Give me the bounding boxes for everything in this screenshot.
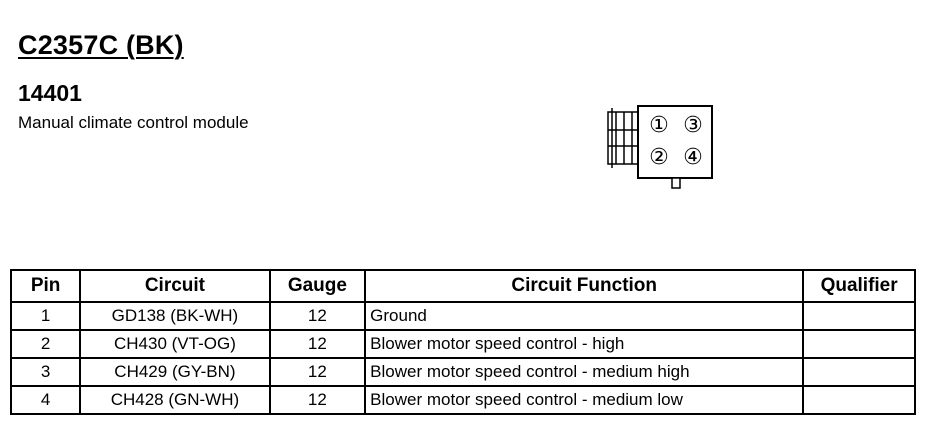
header-qualifier: Qualifier [803, 270, 915, 302]
function-cell: Blower motor speed control - medium low [365, 386, 803, 414]
header-circuit-function: Circuit Function [365, 270, 803, 302]
pin-cell: 1 [11, 302, 80, 330]
function-cell: Blower motor speed control - medium high [365, 358, 803, 386]
function-cell: Blower motor speed control - high [365, 330, 803, 358]
table-header-row [11, 270, 915, 302]
function-cell: Ground [365, 302, 803, 330]
pin-label-3: ③ [683, 113, 703, 138]
connector-latch [608, 108, 638, 168]
table-row [11, 386, 915, 414]
table-row [11, 302, 915, 330]
connector-title: C2357C (BK) [18, 30, 184, 60]
gauge-cell: 12 [270, 386, 366, 414]
table-row [11, 358, 915, 386]
connector-face-diagram [600, 100, 720, 200]
connector-key [672, 178, 680, 188]
component-description: Manual climate control module [18, 113, 249, 132]
pinout-table [10, 269, 916, 415]
gauge-cell: 12 [270, 330, 366, 358]
circuit-cell: CH428 (GN-WH) [80, 386, 269, 414]
qualifier-cell [803, 330, 915, 358]
qualifier-cell [803, 386, 915, 414]
qualifier-cell [803, 302, 915, 330]
pin-label-1: ① [649, 113, 669, 138]
pin-label-2: ② [649, 145, 669, 170]
pin-cell: 4 [11, 386, 80, 414]
pin-cell: 3 [11, 358, 80, 386]
table-row [11, 330, 915, 358]
circuit-cell: CH429 (GY-BN) [80, 358, 269, 386]
gauge-cell: 12 [270, 358, 366, 386]
header-circuit: Circuit [80, 270, 269, 302]
header-pin: Pin [11, 270, 80, 302]
circuit-cell: CH430 (VT-OG) [80, 330, 269, 358]
circuit-cell: GD138 (BK-WH) [80, 302, 269, 330]
part-number: 14401 [18, 80, 82, 106]
gauge-cell: 12 [270, 302, 366, 330]
qualifier-cell [803, 358, 915, 386]
header-gauge: Gauge [270, 270, 366, 302]
pin-cell: 2 [11, 330, 80, 358]
pin-label-4: ④ [683, 145, 703, 170]
